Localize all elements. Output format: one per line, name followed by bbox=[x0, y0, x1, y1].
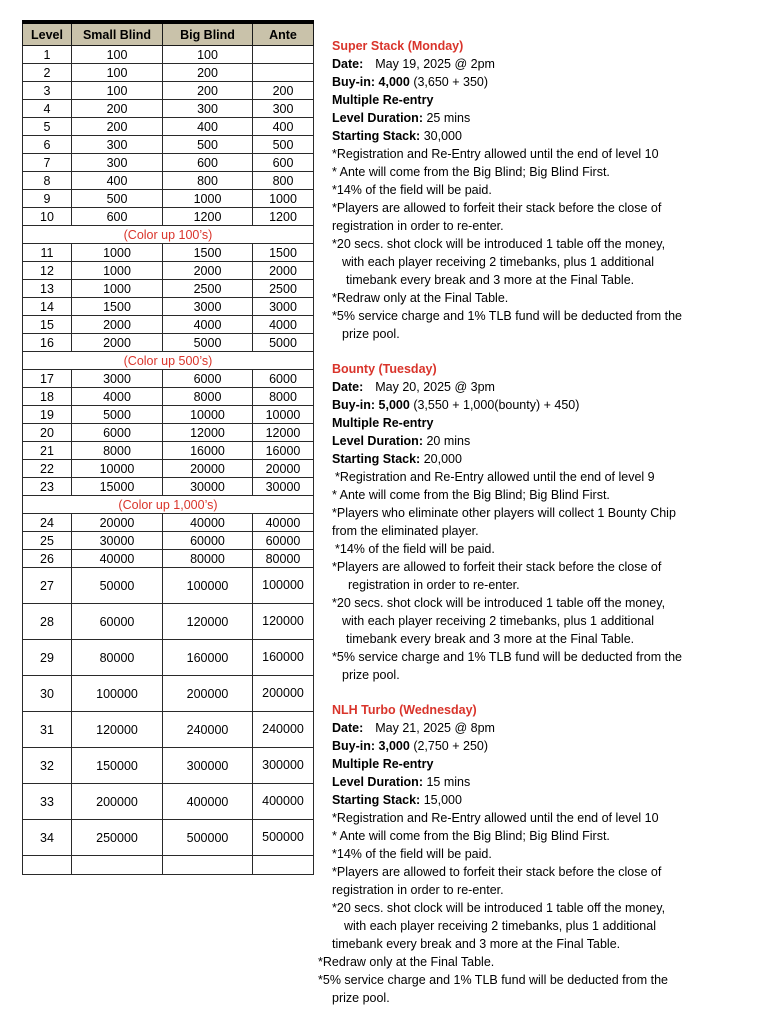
level-cell: 21 bbox=[23, 442, 72, 460]
big-blind-cell: 800 bbox=[163, 172, 253, 190]
header-big-blind: Big Blind bbox=[163, 22, 253, 46]
level-cell: 7 bbox=[23, 154, 72, 172]
small-blind-cell: 100 bbox=[72, 82, 163, 100]
event-rule-line: *Players are allowed to forfeit their stack before the close of bbox=[332, 560, 662, 574]
big-blind-cell: 160000 bbox=[163, 640, 253, 676]
level-cell: 17 bbox=[23, 370, 72, 388]
color-up-row bbox=[23, 496, 314, 514]
ante-value: 500000 bbox=[262, 830, 304, 844]
event-rule-line: *Registration and Re-Entry allowed until the end of level 10 bbox=[332, 147, 659, 161]
event-starting-stack bbox=[332, 127, 752, 145]
table-row bbox=[23, 190, 314, 208]
small-blind-cell: 6000 bbox=[72, 424, 163, 442]
table-row bbox=[23, 334, 314, 352]
event-rule-line: with each player receiving 2 timebanks, plus 1 additional bbox=[342, 255, 654, 269]
stack-value: 30,000 bbox=[423, 129, 462, 143]
ante-cell bbox=[253, 748, 314, 784]
small-blind-cell: 8000 bbox=[72, 442, 163, 460]
color-up-note: (Color up 1,000’s) bbox=[23, 496, 314, 514]
table-row bbox=[23, 136, 314, 154]
level-cell: 6 bbox=[23, 136, 72, 154]
ante-cell: 2000 bbox=[253, 262, 314, 280]
small-blind-cell: 2000 bbox=[72, 334, 163, 352]
ante-cell: 30000 bbox=[253, 478, 314, 496]
ante-cell: 6000 bbox=[253, 370, 314, 388]
ante-value: 160000 bbox=[262, 650, 304, 664]
level-cell: 25 bbox=[23, 532, 72, 550]
level-label: Level Duration: bbox=[332, 434, 423, 448]
big-blind-cell: 40000 bbox=[163, 514, 253, 532]
event-rule-line: *20 secs. shot clock will be introduced 1 table off the money, bbox=[332, 901, 666, 915]
header-level: Level bbox=[23, 22, 72, 46]
level-cell: 10 bbox=[23, 208, 72, 226]
big-blind-cell: 100 bbox=[163, 46, 253, 64]
big-blind-cell: 500000 bbox=[163, 820, 253, 856]
event-buyin bbox=[332, 396, 752, 414]
big-blind-cell: 1500 bbox=[163, 244, 253, 262]
small-blind-cell: 500 bbox=[72, 190, 163, 208]
buyin-label: Buy-in: bbox=[332, 75, 376, 89]
event-rule-line: * Ante will come from the Big Blind; Big Blind First. bbox=[332, 488, 610, 502]
event-rule-line: *5% service charge and 1% TLB fund will be deducted from the bbox=[332, 650, 682, 664]
event-rule-line: *Redraw only at the Final Table. bbox=[318, 955, 495, 969]
level-cell: 33 bbox=[23, 784, 72, 820]
buyin-label: Buy-in: bbox=[332, 398, 376, 412]
level-cell: 24 bbox=[23, 514, 72, 532]
level-label: Level Duration: bbox=[332, 775, 423, 789]
big-blind-cell: 1000 bbox=[163, 190, 253, 208]
ante-cell bbox=[253, 64, 314, 82]
event-rule-line: with each player receiving 2 timebanks, plus 1 additional bbox=[342, 614, 654, 628]
small-blind-cell: 3000 bbox=[72, 370, 163, 388]
ante-cell bbox=[253, 604, 314, 640]
table-row bbox=[23, 208, 314, 226]
date-label: Date: bbox=[332, 721, 364, 735]
reentry-note: Multiple Re-entry bbox=[332, 93, 434, 107]
level-cell: 20 bbox=[23, 424, 72, 442]
level-value: 15 mins bbox=[426, 775, 471, 789]
small-blind-cell: 40000 bbox=[72, 550, 163, 568]
ante-cell: 20000 bbox=[253, 460, 314, 478]
table-row bbox=[23, 280, 314, 298]
table-row bbox=[23, 244, 314, 262]
level-cell: 22 bbox=[23, 460, 72, 478]
empty-cell bbox=[163, 856, 253, 875]
table-row bbox=[23, 388, 314, 406]
reentry-note: Multiple Re-entry bbox=[332, 757, 434, 771]
ante-cell bbox=[253, 820, 314, 856]
big-blind-cell: 3000 bbox=[163, 298, 253, 316]
small-blind-cell: 10000 bbox=[72, 460, 163, 478]
table-row bbox=[23, 262, 314, 280]
event-rule-line: * Ante will come from the Big Blind; Big Blind First. bbox=[332, 829, 610, 843]
big-blind-cell: 2500 bbox=[163, 280, 253, 298]
event-rule-line: timebank every break and 3 more at the Final Table. bbox=[332, 937, 621, 951]
table-row bbox=[23, 568, 314, 604]
stack-value: 15,000 bbox=[423, 793, 462, 807]
table-row bbox=[23, 478, 314, 496]
event-rule-line: *Registration and Re-Entry allowed until the end of level 10 bbox=[332, 811, 659, 825]
big-blind-cell: 5000 bbox=[163, 334, 253, 352]
event-rule-line: registration in order to re-enter. bbox=[332, 219, 504, 233]
ante-cell: 8000 bbox=[253, 388, 314, 406]
buyin-detail: (3,650 + 350) bbox=[413, 75, 489, 89]
small-blind-cell: 4000 bbox=[72, 388, 163, 406]
event-title: Bounty (Tuesday) bbox=[332, 362, 437, 376]
event-rule-line: *Registration and Re-Entry allowed until the end of level 9 bbox=[335, 470, 655, 484]
buyin-amount: 4,000 bbox=[378, 75, 410, 89]
ante-cell bbox=[253, 640, 314, 676]
small-blind-cell: 30000 bbox=[72, 532, 163, 550]
ante-cell: 80000 bbox=[253, 550, 314, 568]
ante-cell bbox=[253, 568, 314, 604]
big-blind-cell: 20000 bbox=[163, 460, 253, 478]
level-cell: 19 bbox=[23, 406, 72, 424]
ante-cell: 600 bbox=[253, 154, 314, 172]
level-value: 20 mins bbox=[426, 434, 471, 448]
big-blind-cell: 500 bbox=[163, 136, 253, 154]
empty-cell bbox=[253, 856, 314, 875]
table-row bbox=[23, 532, 314, 550]
blind-structure-table bbox=[22, 20, 314, 875]
ante-cell: 60000 bbox=[253, 532, 314, 550]
small-blind-cell: 120000 bbox=[72, 712, 163, 748]
table-row bbox=[23, 640, 314, 676]
table-row bbox=[23, 604, 314, 640]
event-level-duration bbox=[332, 773, 752, 791]
big-blind-cell: 12000 bbox=[163, 424, 253, 442]
big-blind-cell: 200 bbox=[163, 82, 253, 100]
date-label: Date: bbox=[332, 57, 364, 71]
ante-value: 400000 bbox=[262, 794, 304, 808]
big-blind-cell: 2000 bbox=[163, 262, 253, 280]
small-blind-cell: 100000 bbox=[72, 676, 163, 712]
event-date bbox=[332, 378, 752, 396]
event-rule-line: timebank every break and 3 more at the Final Table. bbox=[346, 273, 635, 287]
small-blind-cell: 200 bbox=[72, 118, 163, 136]
small-blind-cell: 300 bbox=[72, 154, 163, 172]
level-cell: 13 bbox=[23, 280, 72, 298]
stack-label: Starting Stack: bbox=[332, 129, 421, 143]
big-blind-cell: 16000 bbox=[163, 442, 253, 460]
table-row bbox=[23, 748, 314, 784]
color-up-note: (Color up 500’s) bbox=[23, 352, 314, 370]
level-cell: 26 bbox=[23, 550, 72, 568]
big-blind-cell: 300000 bbox=[163, 748, 253, 784]
event-title: Super Stack (Monday) bbox=[332, 39, 464, 53]
ante-cell: 500 bbox=[253, 136, 314, 154]
event-rule-line: *Players are allowed to forfeit their stack before the close of bbox=[332, 865, 662, 879]
event-rule-line: *Players who eliminate other players will collect 1 Bounty Chip bbox=[332, 506, 676, 520]
table-row bbox=[23, 784, 314, 820]
ante-cell: 200 bbox=[253, 82, 314, 100]
ante-cell: 16000 bbox=[253, 442, 314, 460]
table-row bbox=[23, 46, 314, 64]
ante-cell bbox=[253, 712, 314, 748]
event-rule-line: *14% of the field will be paid. bbox=[332, 847, 492, 861]
event-rule-line: prize pool. bbox=[332, 991, 390, 1005]
ante-value: 200000 bbox=[262, 686, 304, 700]
level-label: Level Duration: bbox=[332, 111, 423, 125]
big-blind-cell: 600 bbox=[163, 154, 253, 172]
level-cell: 5 bbox=[23, 118, 72, 136]
event-rule-line: *14% of the field will be paid. bbox=[332, 183, 492, 197]
small-blind-cell: 1000 bbox=[72, 244, 163, 262]
small-blind-cell: 5000 bbox=[72, 406, 163, 424]
level-cell: 11 bbox=[23, 244, 72, 262]
ante-cell: 2500 bbox=[253, 280, 314, 298]
ante-cell bbox=[253, 676, 314, 712]
small-blind-cell: 1500 bbox=[72, 298, 163, 316]
table-row bbox=[23, 514, 314, 532]
table-row bbox=[23, 406, 314, 424]
small-blind-cell: 60000 bbox=[72, 604, 163, 640]
event-buyin bbox=[332, 73, 752, 91]
ante-value: 240000 bbox=[262, 722, 304, 736]
table-row bbox=[23, 424, 314, 442]
event-nlh-turbo bbox=[318, 701, 752, 1007]
event-rule-line: *5% service charge and 1% TLB fund will be deducted from the bbox=[332, 309, 682, 323]
ante-cell: 1500 bbox=[253, 244, 314, 262]
ante-cell: 3000 bbox=[253, 298, 314, 316]
event-rule-line: *14% of the field will be paid. bbox=[335, 542, 495, 556]
big-blind-cell: 200000 bbox=[163, 676, 253, 712]
small-blind-cell: 1000 bbox=[72, 262, 163, 280]
big-blind-cell: 4000 bbox=[163, 316, 253, 334]
ante-cell: 400 bbox=[253, 118, 314, 136]
big-blind-cell: 300 bbox=[163, 100, 253, 118]
buyin-amount: 5,000 bbox=[378, 398, 410, 412]
small-blind-cell: 400 bbox=[72, 172, 163, 190]
event-title: NLH Turbo (Wednesday) bbox=[332, 703, 477, 717]
level-cell: 3 bbox=[23, 82, 72, 100]
empty-cell bbox=[23, 856, 72, 875]
ante-cell: 12000 bbox=[253, 424, 314, 442]
stack-value: 20,000 bbox=[423, 452, 462, 466]
date-value: May 20, 2025 @ 3pm bbox=[375, 380, 495, 394]
small-blind-cell: 250000 bbox=[72, 820, 163, 856]
big-blind-cell: 6000 bbox=[163, 370, 253, 388]
small-blind-cell: 300 bbox=[72, 136, 163, 154]
date-label: Date: bbox=[332, 380, 364, 394]
table-row bbox=[23, 712, 314, 748]
event-buyin bbox=[332, 737, 752, 755]
ante-value: 100000 bbox=[262, 578, 304, 592]
event-rule-line: *20 secs. shot clock will be introduced 1 table off the money, bbox=[332, 596, 666, 610]
empty-row bbox=[23, 856, 314, 875]
big-blind-cell: 8000 bbox=[163, 388, 253, 406]
date-value: May 21, 2025 @ 8pm bbox=[375, 721, 495, 735]
event-rule-line: from the eliminated player. bbox=[332, 524, 479, 538]
event-level-duration bbox=[332, 432, 752, 450]
event-level-duration bbox=[332, 109, 752, 127]
level-cell: 31 bbox=[23, 712, 72, 748]
table-row bbox=[23, 82, 314, 100]
big-blind-cell: 1200 bbox=[163, 208, 253, 226]
ante-value: 120000 bbox=[262, 614, 304, 628]
event-rule-line: registration in order to re-enter. bbox=[332, 883, 504, 897]
buyin-detail: (3,550 + 1,000(bounty) + 450) bbox=[413, 398, 580, 412]
event-rule-line: timebank every break and 3 more at the Final Table. bbox=[346, 632, 635, 646]
small-blind-cell: 200 bbox=[72, 100, 163, 118]
small-blind-cell: 100 bbox=[72, 46, 163, 64]
small-blind-cell: 600 bbox=[72, 208, 163, 226]
buyin-amount: 3,000 bbox=[378, 739, 410, 753]
big-blind-cell: 100000 bbox=[163, 568, 253, 604]
level-cell: 4 bbox=[23, 100, 72, 118]
level-cell: 23 bbox=[23, 478, 72, 496]
level-cell: 15 bbox=[23, 316, 72, 334]
big-blind-cell: 240000 bbox=[163, 712, 253, 748]
level-cell: 16 bbox=[23, 334, 72, 352]
small-blind-cell: 15000 bbox=[72, 478, 163, 496]
table-row bbox=[23, 460, 314, 478]
color-up-row bbox=[23, 352, 314, 370]
level-cell: 29 bbox=[23, 640, 72, 676]
table-row bbox=[23, 316, 314, 334]
level-cell: 12 bbox=[23, 262, 72, 280]
table-row bbox=[23, 64, 314, 82]
event-rule-line: registration in order to re-enter. bbox=[348, 578, 520, 592]
table-row bbox=[23, 172, 314, 190]
small-blind-cell: 20000 bbox=[72, 514, 163, 532]
table-header-row bbox=[23, 22, 314, 46]
table-row bbox=[23, 154, 314, 172]
buyin-label: Buy-in: bbox=[332, 739, 376, 753]
level-cell: 9 bbox=[23, 190, 72, 208]
ante-cell: 10000 bbox=[253, 406, 314, 424]
table-row bbox=[23, 298, 314, 316]
big-blind-cell: 200 bbox=[163, 64, 253, 82]
level-cell: 32 bbox=[23, 748, 72, 784]
small-blind-cell: 2000 bbox=[72, 316, 163, 334]
header-ante: Ante bbox=[253, 22, 314, 46]
reentry-note: Multiple Re-entry bbox=[332, 416, 434, 430]
ante-cell: 1200 bbox=[253, 208, 314, 226]
table-row bbox=[23, 442, 314, 460]
table-row bbox=[23, 118, 314, 136]
big-blind-cell: 80000 bbox=[163, 550, 253, 568]
ante-cell: 4000 bbox=[253, 316, 314, 334]
small-blind-cell: 1000 bbox=[72, 280, 163, 298]
table-row bbox=[23, 676, 314, 712]
big-blind-cell: 10000 bbox=[163, 406, 253, 424]
small-blind-cell: 80000 bbox=[72, 640, 163, 676]
big-blind-cell: 30000 bbox=[163, 478, 253, 496]
level-cell: 18 bbox=[23, 388, 72, 406]
ante-cell: 5000 bbox=[253, 334, 314, 352]
level-cell: 28 bbox=[23, 604, 72, 640]
small-blind-cell: 50000 bbox=[72, 568, 163, 604]
ante-cell bbox=[253, 46, 314, 64]
header-small-blind: Small Blind bbox=[72, 22, 163, 46]
event-starting-stack bbox=[332, 791, 752, 809]
ante-cell: 300 bbox=[253, 100, 314, 118]
event-rule-line: prize pool. bbox=[342, 327, 400, 341]
date-value: May 19, 2025 @ 2pm bbox=[375, 57, 495, 71]
level-cell: 1 bbox=[23, 46, 72, 64]
table-row bbox=[23, 550, 314, 568]
big-blind-cell: 400 bbox=[163, 118, 253, 136]
level-cell: 8 bbox=[23, 172, 72, 190]
level-value: 25 mins bbox=[426, 111, 471, 125]
ante-cell: 800 bbox=[253, 172, 314, 190]
ante-cell: 1000 bbox=[253, 190, 314, 208]
small-blind-cell: 150000 bbox=[72, 748, 163, 784]
small-blind-cell: 100 bbox=[72, 64, 163, 82]
small-blind-cell: 200000 bbox=[72, 784, 163, 820]
ante-value: 300000 bbox=[262, 758, 304, 772]
empty-cell bbox=[72, 856, 163, 875]
big-blind-cell: 120000 bbox=[163, 604, 253, 640]
ante-cell: 40000 bbox=[253, 514, 314, 532]
buyin-detail: (2,750 + 250) bbox=[413, 739, 489, 753]
event-rule-line: * Ante will come from the Big Blind; Big Blind First. bbox=[332, 165, 610, 179]
big-blind-cell: 400000 bbox=[163, 784, 253, 820]
event-rule-line: *Redraw only at the Final Table. bbox=[332, 291, 509, 305]
ante-cell bbox=[253, 784, 314, 820]
level-cell: 34 bbox=[23, 820, 72, 856]
color-up-row bbox=[23, 226, 314, 244]
event-rule-line: *20 secs. shot clock will be introduced 1 table off the money, bbox=[332, 237, 666, 251]
big-blind-cell: 60000 bbox=[163, 532, 253, 550]
event-rule-line: with each player receiving 2 timebanks, plus 1 additional bbox=[344, 919, 656, 933]
event-rule-line: *5% service charge and 1% TLB fund will be deducted from the bbox=[318, 973, 668, 987]
event-date bbox=[332, 55, 752, 73]
table-row bbox=[23, 370, 314, 388]
event-rule-line: *Players are allowed to forfeit their stack before the close of bbox=[332, 201, 662, 215]
event-bounty bbox=[332, 360, 752, 684]
level-cell: 14 bbox=[23, 298, 72, 316]
event-date bbox=[332, 719, 752, 737]
event-starting-stack bbox=[332, 450, 752, 468]
table-row bbox=[23, 820, 314, 856]
stack-label: Starting Stack: bbox=[332, 452, 421, 466]
table-row bbox=[23, 100, 314, 118]
level-cell: 2 bbox=[23, 64, 72, 82]
stack-label: Starting Stack: bbox=[332, 793, 421, 807]
color-up-note: (Color up 100’s) bbox=[23, 226, 314, 244]
level-cell: 27 bbox=[23, 568, 72, 604]
event-rule-line: prize pool. bbox=[342, 668, 400, 682]
event-super-stack bbox=[332, 37, 752, 343]
level-cell: 30 bbox=[23, 676, 72, 712]
